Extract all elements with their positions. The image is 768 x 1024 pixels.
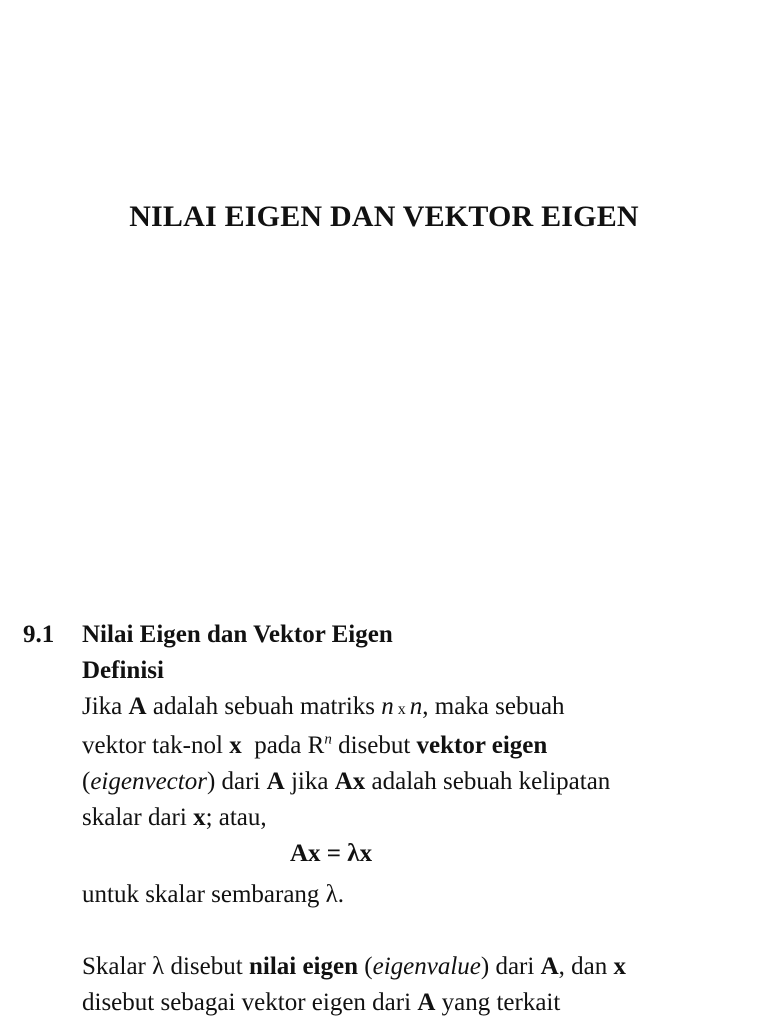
page-title: NILAI EIGEN DAN VEKTOR EIGEN bbox=[129, 200, 639, 233]
section-9-1 bbox=[23, 617, 763, 1021]
definition-label: Definisi bbox=[82, 657, 164, 684]
paragraph-gap bbox=[82, 913, 763, 949]
paragraph-1-line-3: (eigenvector) dari A jika Ax adalah sebuah kelipatan bbox=[82, 768, 611, 795]
section-heading bbox=[23, 617, 763, 653]
section-title: Nilai Eigen dan Vektor Eigen bbox=[82, 621, 393, 648]
paragraph-1-line-4: skalar dari x; atau, bbox=[82, 804, 267, 831]
section-body bbox=[23, 653, 763, 1021]
paragraph-1-line-1: Jika A adalah sebuah matriks n x n, maka sebuah bbox=[82, 693, 565, 720]
section-number: 9.1 bbox=[23, 621, 55, 648]
eigen-equation: Ax = λx bbox=[290, 840, 373, 867]
after-equation-text: untuk skalar sembarang λ. bbox=[82, 881, 345, 908]
paragraph-1-line-2: vektor tak-nol x pada $R^n$ disebut vektor eigen bbox=[82, 731, 548, 759]
paragraph-2-line-1: Skalar λ disebut nilai eigen (eigenvalue) dari A, dan x bbox=[82, 953, 626, 980]
paragraph-2-line-2: disebut sebagai vektor eigen dari A yang terkait bbox=[82, 989, 561, 1016]
